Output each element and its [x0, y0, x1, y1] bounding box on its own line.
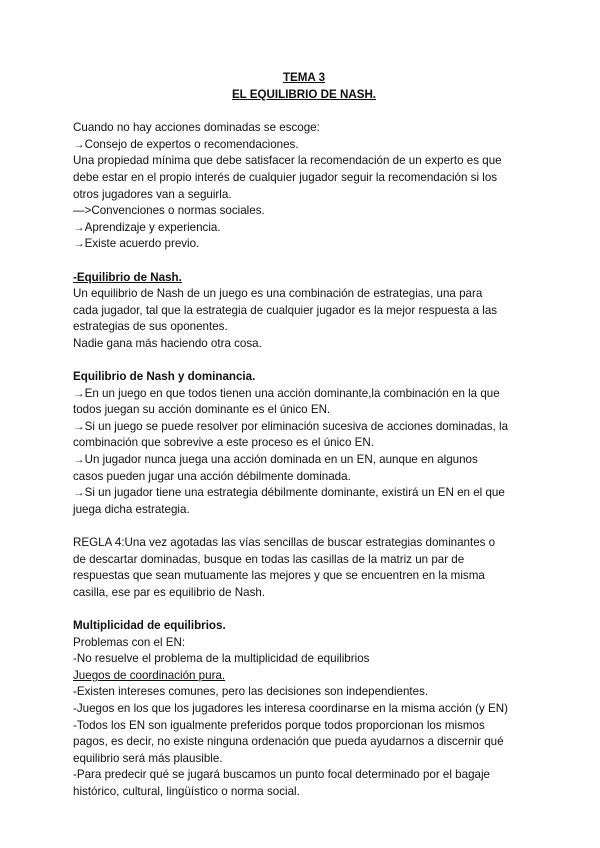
dominance-line: casos pueden jugar una acción débilmente dominada. — [73, 469, 351, 483]
dominance-section — [73, 369, 535, 518]
multiplicity-line: equilibrio será más plausible. — [73, 751, 223, 765]
dominance-line: →Un jugador nunca juega una acción dominada en un EN, aunque en algunos — [73, 453, 478, 467]
intro-line: →Consejo de expertos o recomendaciones. — [73, 137, 299, 151]
rule-line: respuestas que sean mutuamente las mejores y que se encuentren en la misma — [73, 569, 485, 583]
dominance-line: →Si un jugador tiene una estrategia débilmente dominante, existirá un EN en el que — [73, 486, 505, 500]
multiplicity-heading: Multiplicidad de equilibrios. — [73, 619, 226, 632]
dominance-line: combinación que sobrevive a este proceso es el único EN. — [73, 436, 374, 450]
dominance-line: todos juegan su acción dominante es el único EN. — [73, 403, 331, 417]
doc-title-line2: EL EQUILIBRIO DE NASH. — [231, 87, 377, 101]
dominance-heading: Equilibrio de Nash y dominancia. — [73, 370, 256, 384]
intro-line: debe estar en el propio interés de cualquier jugador seguir la recomendación si los — [73, 170, 498, 184]
nash-line: estrategias de sus oponentes. — [73, 320, 228, 334]
multiplicity-section — [73, 618, 535, 801]
multiplicity-line: Problemas con el EN: — [73, 635, 186, 649]
multiplicity-line: -Para predecir qué se jugará buscamos un punto focal determinado por el bagaje — [73, 768, 490, 782]
intro-section — [73, 120, 535, 253]
nash-line: cada jugador, tal que la estrategia de cualquier jugador es la mejor respuesta a las — [73, 303, 498, 317]
document-page — [73, 70, 535, 801]
coordination-subheading: Juegos de coordinación pura. — [73, 668, 226, 682]
nash-section — [73, 270, 535, 353]
multiplicity-line: -Existen intereses comunes, pero las decisiones son independientes. — [73, 685, 429, 699]
intro-line: →Aprendizaje y experiencia. — [73, 220, 221, 234]
nash-line: Nadie gana más haciendo otra cosa. — [73, 336, 262, 350]
rule-section — [73, 535, 535, 601]
intro-line: Una propiedad mínima que debe satisfacer la recomendación de un experto es que — [73, 154, 502, 168]
multiplicity-line: pagos, es decir, no existe ninguna ordenación que pueda ayudarnos a discernir qué — [73, 735, 504, 749]
intro-line: →Existe acuerdo previo. — [73, 237, 200, 251]
nash-line: Un equilibrio de Nash de un juego es una combinación de estrategias, una para — [73, 287, 483, 301]
rule-line: de descartar dominadas, busque en todas las casillas de la matriz un par de — [73, 552, 465, 566]
multiplicity-line: -No resuelve el problema de la multiplicidad de equilibrios — [73, 652, 370, 666]
rule-line: REGLA 4:Una vez agotadas las vías sencillas de buscar estrategias dominantes o — [73, 536, 496, 550]
dominance-line: →En un juego en que todos tienen una acción dominante,la combinación en la que — [73, 386, 500, 400]
multiplicity-line: -Todos los EN son igualmente preferidos porque todos proporcionan los mismos — [73, 718, 485, 732]
nash-heading: -Equilibrio de Nash. — [73, 270, 182, 284]
intro-line: otros jugadores van a seguirla. — [73, 187, 232, 201]
multiplicity-line: histórico, cultural, lingüístico o norma social. — [73, 784, 300, 798]
intro-line: —>Convenciones o normas sociales. — [73, 204, 265, 218]
doc-title-line1: TEMA 3 — [282, 71, 326, 84]
multiplicity-line: -Juegos en los que los jugadores les interesa coordinarse en la misma acción (y EN) — [73, 701, 508, 715]
rule-line: casilla, ese par es equilibrio de Nash. — [73, 585, 266, 599]
dominance-line: juega dicha estrategia. — [73, 502, 190, 516]
intro-line: Cuando no hay acciones dominadas se escoge: — [73, 121, 320, 135]
dominance-line: →Si un juego se puede resolver por eliminación sucesiva de acciones dominadas, la — [73, 419, 509, 433]
